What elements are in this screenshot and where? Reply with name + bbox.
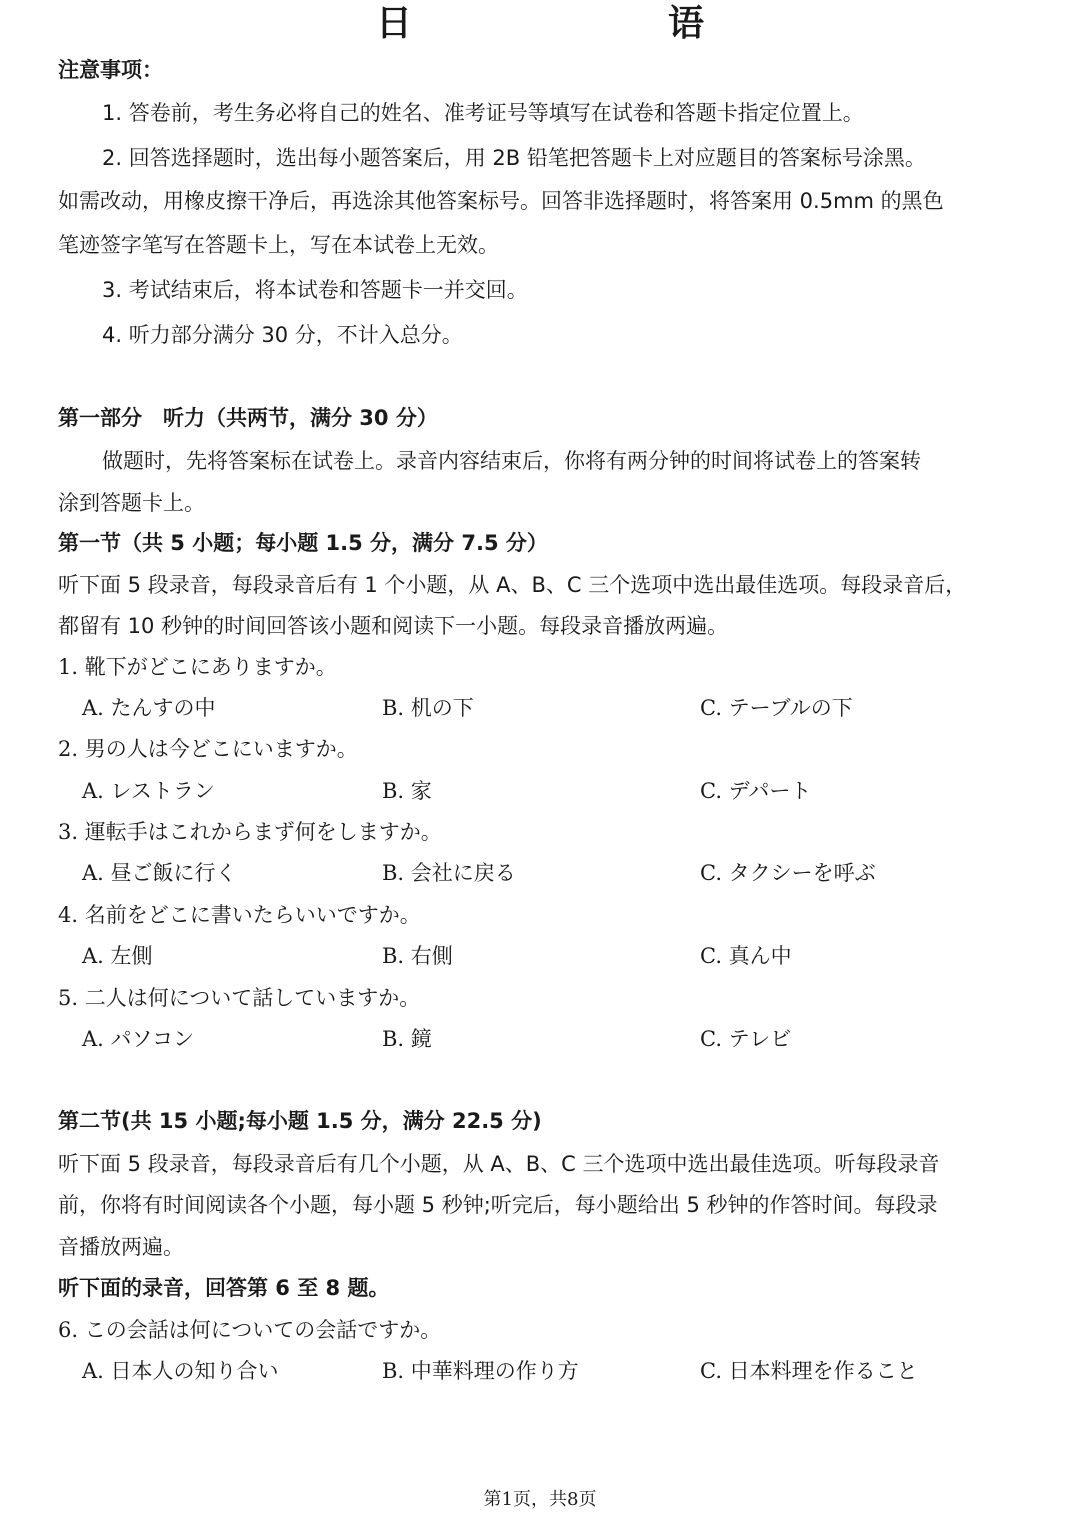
question-6: 6. この会話は何についての会話ですか。: [58, 1318, 442, 1342]
option-a: A. 昼ご飯に行く: [82, 861, 237, 885]
option-b: B. 家: [382, 779, 432, 803]
option-b: B. 鏡: [382, 1027, 432, 1051]
section2-instruction: 前，你将有时间阅读各个小题，每小题 5 秒钟;听完后，每小题给出 5 秒钟的作答时间。每段录: [58, 1193, 938, 1217]
section2-instruction: 音播放两遍。: [58, 1235, 184, 1259]
option-c: C. 日本料理を作ること: [700, 1359, 918, 1383]
option-b: B. 右側: [382, 944, 453, 968]
section1-instruction: 都留有 10 秒钟的时间回答该小题和阅读下一小题。每段录音播放两遍。: [58, 614, 729, 638]
option-c: C. タクシーを呼ぶ: [700, 861, 876, 885]
option-c: C. 真ん中: [700, 944, 792, 968]
question-1: 1. 靴下がどこにありますか。: [58, 655, 337, 679]
option-b: B. 会社に戻る: [382, 861, 516, 885]
option-a: A. パソコン: [82, 1027, 195, 1051]
section2-heading: 第二节(共 15 小题;每小题 1.5 分，满分 22.5 分): [58, 1109, 542, 1133]
page-number: 第1页，共8页: [483, 1489, 597, 1510]
group-heading: 听下面的录音，回答第 6 至 8 题。: [58, 1276, 390, 1300]
section2-instruction: 听下面 5 段录音，每段录音后有几个小题，从 A、B、C 三个选项中选出最佳选项。听每段录音: [58, 1152, 940, 1176]
notice-item: 如需改动，用橡皮擦干净后，再选涂其他答案标号。回答非选择题时，将答案用 0.5mm 的黑色: [58, 189, 944, 213]
question-5: 5. 二人は何について話していますか。: [58, 986, 421, 1010]
option-c: C. デパート: [700, 779, 812, 803]
option-a: A. 左側: [82, 944, 153, 968]
section1-instruction: 听下面 5 段录音，每段录音后有 1 个小题，从 A、B、C 三个选项中选出最佳选项。每段录音后，: [58, 573, 967, 597]
option-a: A. 日本人の知り合い: [82, 1359, 279, 1383]
option-b: B. 中華料理の作り方: [382, 1359, 579, 1383]
option-b: B. 机の下: [382, 696, 474, 720]
notice-item: 4. 听力部分满分 30 分，不计入总分。: [102, 323, 463, 347]
notice-item: 笔迹签字笔写在答题卡上，写在本试卷上无效。: [58, 233, 499, 257]
option-a: A. レストラン: [82, 779, 215, 803]
page-title: 日 语: [375, 3, 814, 44]
option-c: C. テレビ: [700, 1027, 792, 1051]
notice-item: 1. 答卷前，考生务必将自己的姓名、准考证号等填写在试卷和答题卡指定位置上。: [102, 101, 864, 125]
question-2: 2. 男の人は今どこにいますか。: [58, 737, 358, 761]
part1-heading: 第一部分 听力（共两节，满分 30 分）: [58, 406, 438, 430]
section1-heading: 第一节（共 5 小题；每小题 1.5 分，满分 7.5 分）: [58, 531, 548, 555]
question-4: 4. 名前をどこに書いたらいいですか。: [58, 903, 421, 927]
option-c: C. テーブルの下: [700, 696, 853, 720]
notice-heading: 注意事项：: [58, 58, 163, 82]
notice-item: 2. 回答选择题时，选出每小题答案后，用 2B 铅笔把答题卡上对应题目的答案标号涂黑。: [102, 146, 926, 170]
option-a: A. たんすの中: [82, 696, 216, 720]
question-3: 3. 運転手はこれからまず何をしますか。: [58, 820, 442, 844]
part1-instruction: 涂到答题卡上。: [58, 491, 205, 515]
part1-instruction: 做题时，先将答案标在试卷上。录音内容结束后，你将有两分钟的时间将试卷上的答案转: [102, 449, 921, 473]
notice-item: 3. 考试结束后，将本试卷和答题卡一并交回。: [102, 278, 528, 302]
